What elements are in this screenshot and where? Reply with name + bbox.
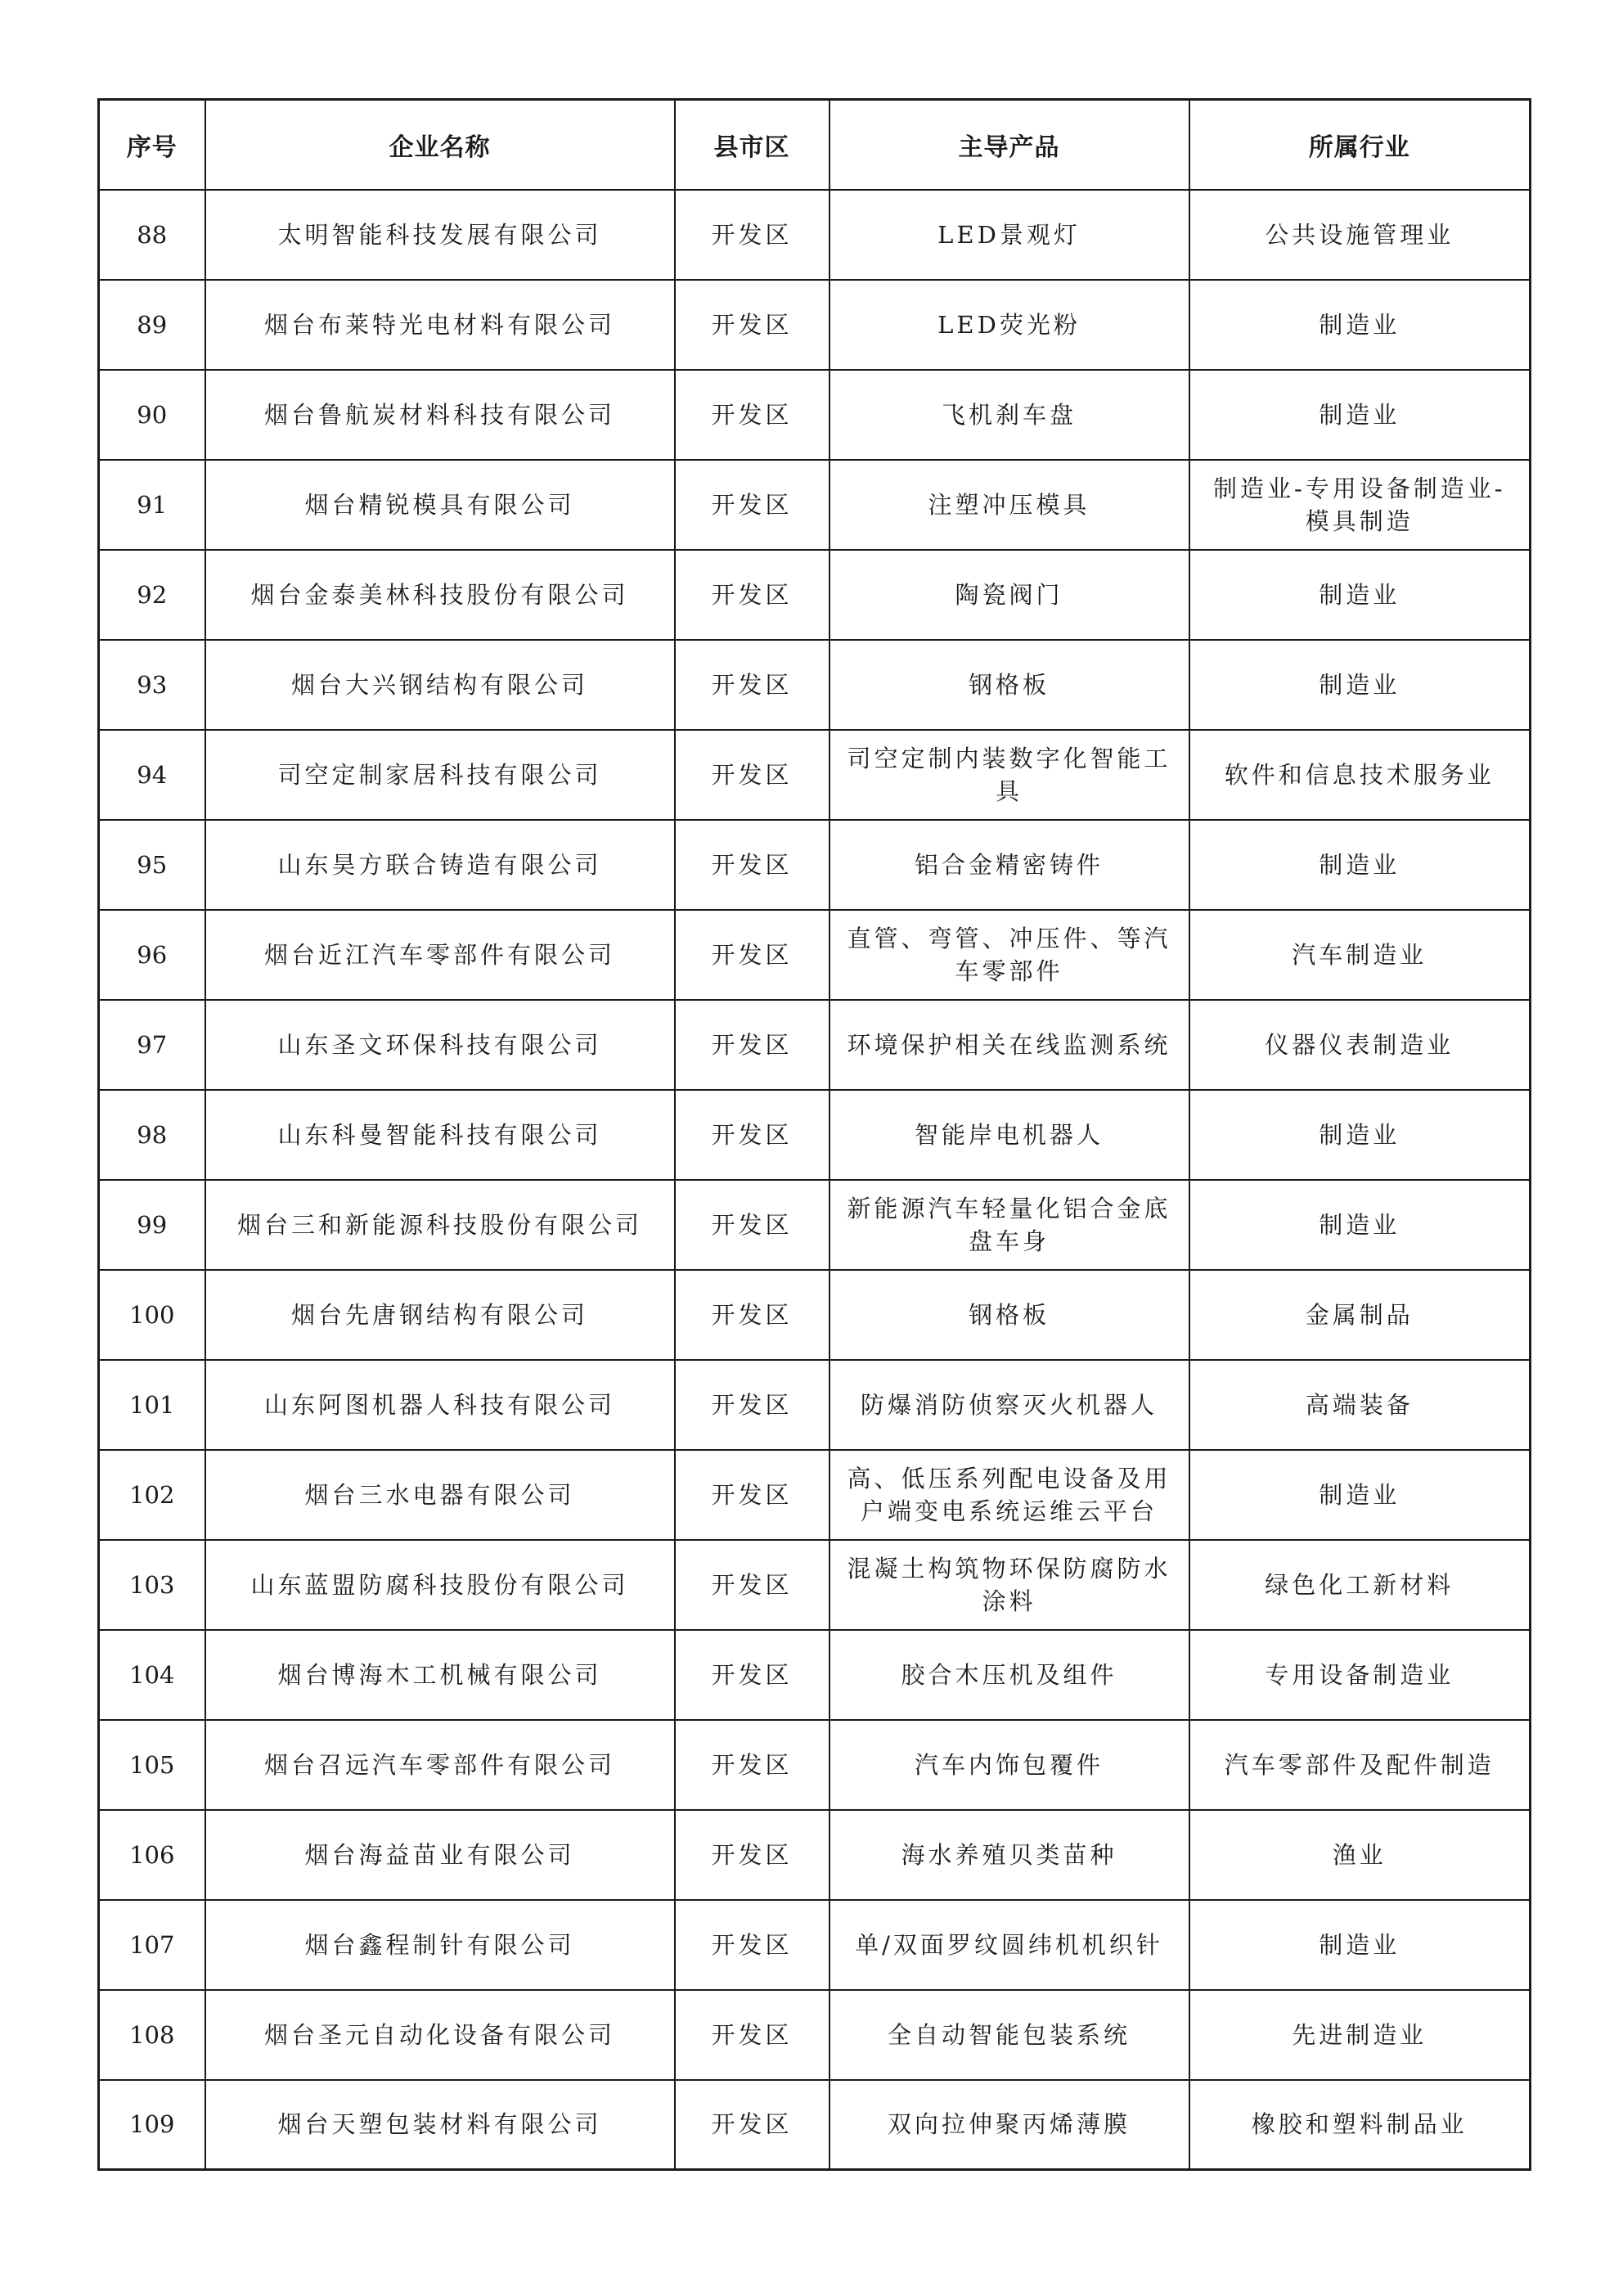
cell-district: 开发区 bbox=[675, 280, 829, 370]
header-row bbox=[99, 100, 1531, 190]
cell-industry: 金属制品 bbox=[1189, 1270, 1531, 1360]
cell-industry: 制造业 bbox=[1189, 280, 1531, 370]
cell-product: 双向拉伸聚丙烯薄膜 bbox=[829, 2080, 1189, 2170]
cell-name: 山东阿图机器人科技有限公司 bbox=[205, 1360, 675, 1450]
cell-product: 环境保护相关在线监测系统 bbox=[829, 1000, 1189, 1090]
cell-product: 汽车内饰包覆件 bbox=[829, 1720, 1189, 1810]
cell-district: 开发区 bbox=[675, 190, 829, 280]
cell-product: 新能源汽车轻量化铝合金底盘车身 bbox=[829, 1180, 1189, 1270]
cell-industry: 绿色化工新材料 bbox=[1189, 1540, 1531, 1630]
cell-product: 智能岸电机器人 bbox=[829, 1090, 1189, 1180]
table-row bbox=[99, 1180, 1531, 1270]
header-no: 序号 bbox=[99, 100, 205, 190]
cell-district: 开发区 bbox=[675, 1270, 829, 1360]
cell-district: 开发区 bbox=[675, 1360, 829, 1450]
cell-product: 单/双面罗纹圆纬机机织针 bbox=[829, 1900, 1189, 1990]
cell-district: 开发区 bbox=[675, 910, 829, 1000]
cell-district: 开发区 bbox=[675, 1900, 829, 1990]
cell-name: 烟台天塑包装材料有限公司 bbox=[205, 2080, 675, 2170]
cell-district: 开发区 bbox=[675, 1630, 829, 1720]
table-row bbox=[99, 1720, 1531, 1810]
cell-industry: 制造业 bbox=[1189, 1090, 1531, 1180]
cell-name: 烟台鑫程制针有限公司 bbox=[205, 1900, 675, 1990]
table-row bbox=[99, 550, 1531, 640]
cell-no: 100 bbox=[99, 1270, 205, 1360]
cell-no: 90 bbox=[99, 370, 205, 460]
cell-industry: 橡胶和塑料制品业 bbox=[1189, 2080, 1531, 2170]
cell-name: 烟台鲁航炭材料科技有限公司 bbox=[205, 370, 675, 460]
cell-product: 全自动智能包装系统 bbox=[829, 1990, 1189, 2080]
cell-name: 烟台金泰美林科技股份有限公司 bbox=[205, 550, 675, 640]
table-row bbox=[99, 640, 1531, 730]
cell-product: 高、低压系列配电设备及用户端变电系统运维云平台 bbox=[829, 1450, 1189, 1540]
cell-industry: 高端装备 bbox=[1189, 1360, 1531, 1450]
table-row bbox=[99, 1900, 1531, 1990]
cell-industry: 汽车制造业 bbox=[1189, 910, 1531, 1000]
table-row bbox=[99, 190, 1531, 280]
cell-district: 开发区 bbox=[675, 1180, 829, 1270]
cell-product: LED景观灯 bbox=[829, 190, 1189, 280]
cell-industry: 制造业-专用设备制造业-模具制造 bbox=[1189, 460, 1531, 550]
table-row bbox=[99, 730, 1531, 820]
cell-district: 开发区 bbox=[675, 820, 829, 910]
cell-name: 司空定制家居科技有限公司 bbox=[205, 730, 675, 820]
table-row bbox=[99, 370, 1531, 460]
cell-no: 103 bbox=[99, 1540, 205, 1630]
cell-no: 97 bbox=[99, 1000, 205, 1090]
cell-industry: 渔业 bbox=[1189, 1810, 1531, 1900]
cell-no: 109 bbox=[99, 2080, 205, 2170]
cell-no: 104 bbox=[99, 1630, 205, 1720]
cell-product: 飞机刹车盘 bbox=[829, 370, 1189, 460]
cell-no: 95 bbox=[99, 820, 205, 910]
cell-industry: 制造业 bbox=[1189, 1180, 1531, 1270]
cell-product: 钢格板 bbox=[829, 640, 1189, 730]
cell-name: 烟台博海木工机械有限公司 bbox=[205, 1630, 675, 1720]
cell-product: 司空定制内装数字化智能工具 bbox=[829, 730, 1189, 820]
cell-no: 106 bbox=[99, 1810, 205, 1900]
cell-no: 108 bbox=[99, 1990, 205, 2080]
cell-no: 91 bbox=[99, 460, 205, 550]
cell-product: 胶合木压机及组件 bbox=[829, 1630, 1189, 1720]
cell-name: 烟台圣元自动化设备有限公司 bbox=[205, 1990, 675, 2080]
cell-district: 开发区 bbox=[675, 1540, 829, 1630]
cell-product: 混凝土构筑物环保防腐防水涂料 bbox=[829, 1540, 1189, 1630]
cell-name: 烟台大兴钢结构有限公司 bbox=[205, 640, 675, 730]
table-row bbox=[99, 1090, 1531, 1180]
cell-industry: 制造业 bbox=[1189, 1450, 1531, 1540]
cell-name: 山东圣文环保科技有限公司 bbox=[205, 1000, 675, 1090]
cell-district: 开发区 bbox=[675, 550, 829, 640]
cell-product: 直管、弯管、冲压件、等汽车零部件 bbox=[829, 910, 1189, 1000]
cell-district: 开发区 bbox=[675, 1000, 829, 1090]
cell-no: 96 bbox=[99, 910, 205, 1000]
table-row bbox=[99, 2080, 1531, 2170]
cell-no: 94 bbox=[99, 730, 205, 820]
cell-no: 102 bbox=[99, 1450, 205, 1540]
cell-no: 93 bbox=[99, 640, 205, 730]
cell-district: 开发区 bbox=[675, 1450, 829, 1540]
cell-name: 烟台近江汽车零部件有限公司 bbox=[205, 910, 675, 1000]
cell-district: 开发区 bbox=[675, 1720, 829, 1810]
cell-industry: 仪器仪表制造业 bbox=[1189, 1000, 1531, 1090]
table-header bbox=[99, 100, 1531, 190]
cell-district: 开发区 bbox=[675, 1810, 829, 1900]
cell-district: 开发区 bbox=[675, 1090, 829, 1180]
table-row bbox=[99, 460, 1531, 550]
cell-product: 注塑冲压模具 bbox=[829, 460, 1189, 550]
table-row bbox=[99, 1270, 1531, 1360]
cell-district: 开发区 bbox=[675, 460, 829, 550]
cell-district: 开发区 bbox=[675, 730, 829, 820]
cell-no: 88 bbox=[99, 190, 205, 280]
cell-name: 烟台召远汽车零部件有限公司 bbox=[205, 1720, 675, 1810]
header-district: 县市区 bbox=[675, 100, 829, 190]
cell-industry: 制造业 bbox=[1189, 820, 1531, 910]
cell-industry: 汽车零部件及配件制造 bbox=[1189, 1720, 1531, 1810]
table-body bbox=[99, 190, 1531, 2170]
header-industry: 所属行业 bbox=[1189, 100, 1531, 190]
cell-name: 山东科曼智能科技有限公司 bbox=[205, 1090, 675, 1180]
cell-no: 99 bbox=[99, 1180, 205, 1270]
cell-product: LED荧光粉 bbox=[829, 280, 1189, 370]
cell-industry: 先进制造业 bbox=[1189, 1990, 1531, 2080]
cell-no: 105 bbox=[99, 1720, 205, 1810]
cell-no: 101 bbox=[99, 1360, 205, 1450]
cell-name: 烟台海益苗业有限公司 bbox=[205, 1810, 675, 1900]
cell-name: 太明智能科技发展有限公司 bbox=[205, 190, 675, 280]
cell-product: 防爆消防侦察灭火机器人 bbox=[829, 1360, 1189, 1450]
header-product: 主导产品 bbox=[829, 100, 1189, 190]
cell-product: 陶瓷阀门 bbox=[829, 550, 1189, 640]
cell-district: 开发区 bbox=[675, 370, 829, 460]
cell-industry: 专用设备制造业 bbox=[1189, 1630, 1531, 1720]
cell-name: 山东蓝盟防腐科技股份有限公司 bbox=[205, 1540, 675, 1630]
table-row bbox=[99, 1450, 1531, 1540]
cell-name: 烟台精锐模具有限公司 bbox=[205, 460, 675, 550]
cell-product: 钢格板 bbox=[829, 1270, 1189, 1360]
cell-product: 铝合金精密铸件 bbox=[829, 820, 1189, 910]
cell-product: 海水养殖贝类苗种 bbox=[829, 1810, 1189, 1900]
table-row bbox=[99, 910, 1531, 1000]
cell-district: 开发区 bbox=[675, 1990, 829, 2080]
table-row bbox=[99, 1810, 1531, 1900]
cell-industry: 制造业 bbox=[1189, 370, 1531, 460]
cell-industry: 软件和信息技术服务业 bbox=[1189, 730, 1531, 820]
table-row bbox=[99, 1630, 1531, 1720]
table-row bbox=[99, 280, 1531, 370]
cell-name: 烟台三和新能源科技股份有限公司 bbox=[205, 1180, 675, 1270]
cell-no: 89 bbox=[99, 280, 205, 370]
cell-no: 107 bbox=[99, 1900, 205, 1990]
cell-industry: 公共设施管理业 bbox=[1189, 190, 1531, 280]
table-row bbox=[99, 1000, 1531, 1090]
cell-industry: 制造业 bbox=[1189, 1900, 1531, 1990]
table-row bbox=[99, 820, 1531, 910]
company-table bbox=[97, 98, 1531, 2171]
cell-district: 开发区 bbox=[675, 640, 829, 730]
cell-no: 92 bbox=[99, 550, 205, 640]
cell-name: 烟台三水电器有限公司 bbox=[205, 1450, 675, 1540]
cell-name: 山东昊方联合铸造有限公司 bbox=[205, 820, 675, 910]
cell-name: 烟台先唐钢结构有限公司 bbox=[205, 1270, 675, 1360]
cell-district: 开发区 bbox=[675, 2080, 829, 2170]
table-row bbox=[99, 1360, 1531, 1450]
cell-industry: 制造业 bbox=[1189, 550, 1531, 640]
table-row bbox=[99, 1540, 1531, 1630]
cell-industry: 制造业 bbox=[1189, 640, 1531, 730]
cell-no: 98 bbox=[99, 1090, 205, 1180]
cell-name: 烟台布莱特光电材料有限公司 bbox=[205, 280, 675, 370]
header-name: 企业名称 bbox=[205, 100, 675, 190]
table-row bbox=[99, 1990, 1531, 2080]
